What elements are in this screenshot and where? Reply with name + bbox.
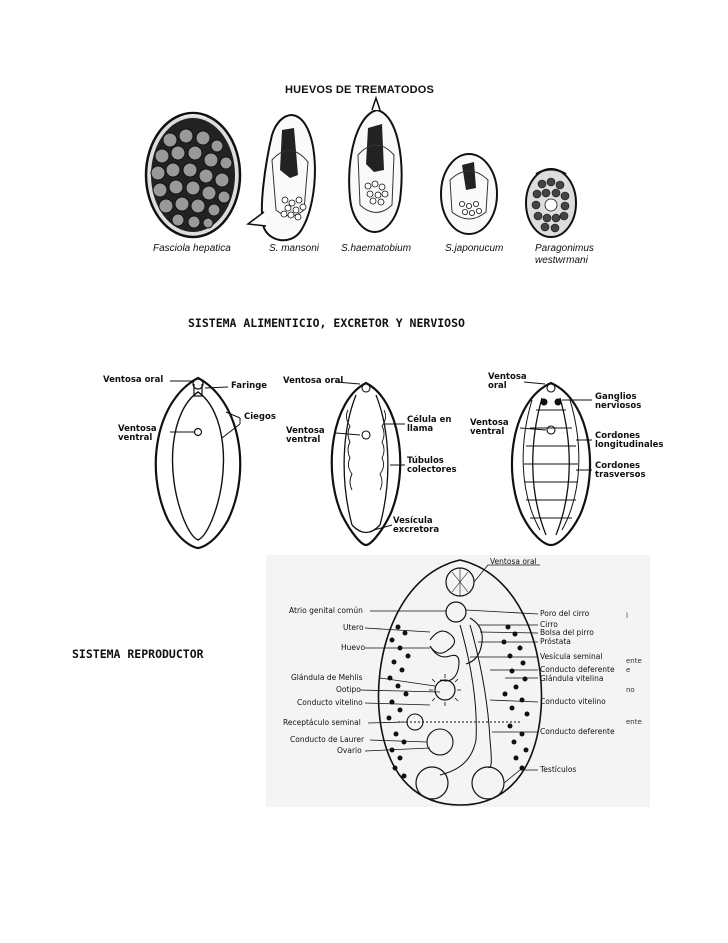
egg-label-s-mansoni: S. mansoni <box>269 243 320 254</box>
label-receptaculo: Receptáculo seminal <box>283 718 361 727</box>
label-utero: Utero <box>343 623 364 632</box>
egg-label-paragonimus: Paragonimus westwrmani <box>535 243 594 266</box>
label-tubulos: Túbulos colectores <box>407 456 457 475</box>
label-glandula-mehlis: Glándula de Mehlis <box>291 673 363 682</box>
edge-fragment-4: no <box>626 686 635 694</box>
label-cirro: Cirro <box>540 620 558 629</box>
edge-fragment-2: ente <box>626 657 642 665</box>
label-testiculos: Testículos <box>540 765 577 774</box>
edge-fragment-5: ente <box>626 718 642 726</box>
reproductive-title: SISTEMA REPRODUCTOR <box>72 647 204 661</box>
systems-title: SISTEMA ALIMENTICIO, EXCRETOR Y NERVIOSO <box>188 316 465 330</box>
label-cordones-long: Cordones longitudinales <box>595 431 664 450</box>
label-celula-llama: Célula en llama <box>407 415 452 434</box>
label-ciegos: Ciegos <box>244 412 276 422</box>
label-rep-ventosa-oral: Ventosa oral <box>490 557 537 566</box>
egg-label-s-japonicum: S.japonucum <box>445 243 504 254</box>
edge-fragment-3: e <box>626 666 631 674</box>
label-exc-ventosa-ventral: Ventosa ventral <box>286 426 325 445</box>
label-bolsa-pirro: Bolsa del pirro <box>540 628 594 637</box>
label-conducto-vitelino-l: Conducto vitelino <box>297 698 363 707</box>
label-atrio-genital: Atrio genital común <box>289 606 363 615</box>
eggs-title: HUEVOS DE TREMATODOS <box>285 84 435 96</box>
label-conducto-deferente-1: Conducto deferente <box>540 665 615 674</box>
label-ner-ventosa-ventral: Ventosa ventral <box>470 418 509 437</box>
label-huevo: Huevo <box>341 643 366 652</box>
label-conducto-vitelino-r: Conducto vitelino <box>540 697 606 706</box>
label-conducto-deferente-2: Conducto deferente <box>540 727 615 736</box>
label-poro-cirro: Poro del cirro <box>540 609 590 618</box>
label-ootipo: Ootipo <box>336 685 361 694</box>
label-dig-ventosa-ventral: Ventosa ventral <box>118 424 157 443</box>
label-prostata: Próstata <box>540 637 571 646</box>
label-ovario: Ovario <box>337 746 362 755</box>
label-conducto-laurer: Conducto de Laurer <box>290 735 365 744</box>
edge-fragment-1: l <box>626 612 628 620</box>
label-glandula-vitelina: Glándula vitelina <box>540 674 604 683</box>
egg-label-fasciola: Fasciola hepatica <box>153 243 231 254</box>
label-vesicula: Vesícula excretora <box>393 516 440 535</box>
label-dig-ventosa-oral: Ventosa oral <box>103 375 164 385</box>
label-faringe: Faringe <box>231 381 268 391</box>
egg-label-s-haematobium: S.haematobium <box>341 243 412 254</box>
label-cordones-trans: Cordones trasversos <box>595 461 646 480</box>
label-ner-ventosa-oral: Ventosa oral <box>488 372 527 391</box>
label-exc-ventosa-oral: Ventosa oral <box>283 376 344 386</box>
label-vesicula-seminal: Vesícula seminal <box>540 652 603 661</box>
label-ganglios: Ganglios nerviosos <box>595 392 642 411</box>
